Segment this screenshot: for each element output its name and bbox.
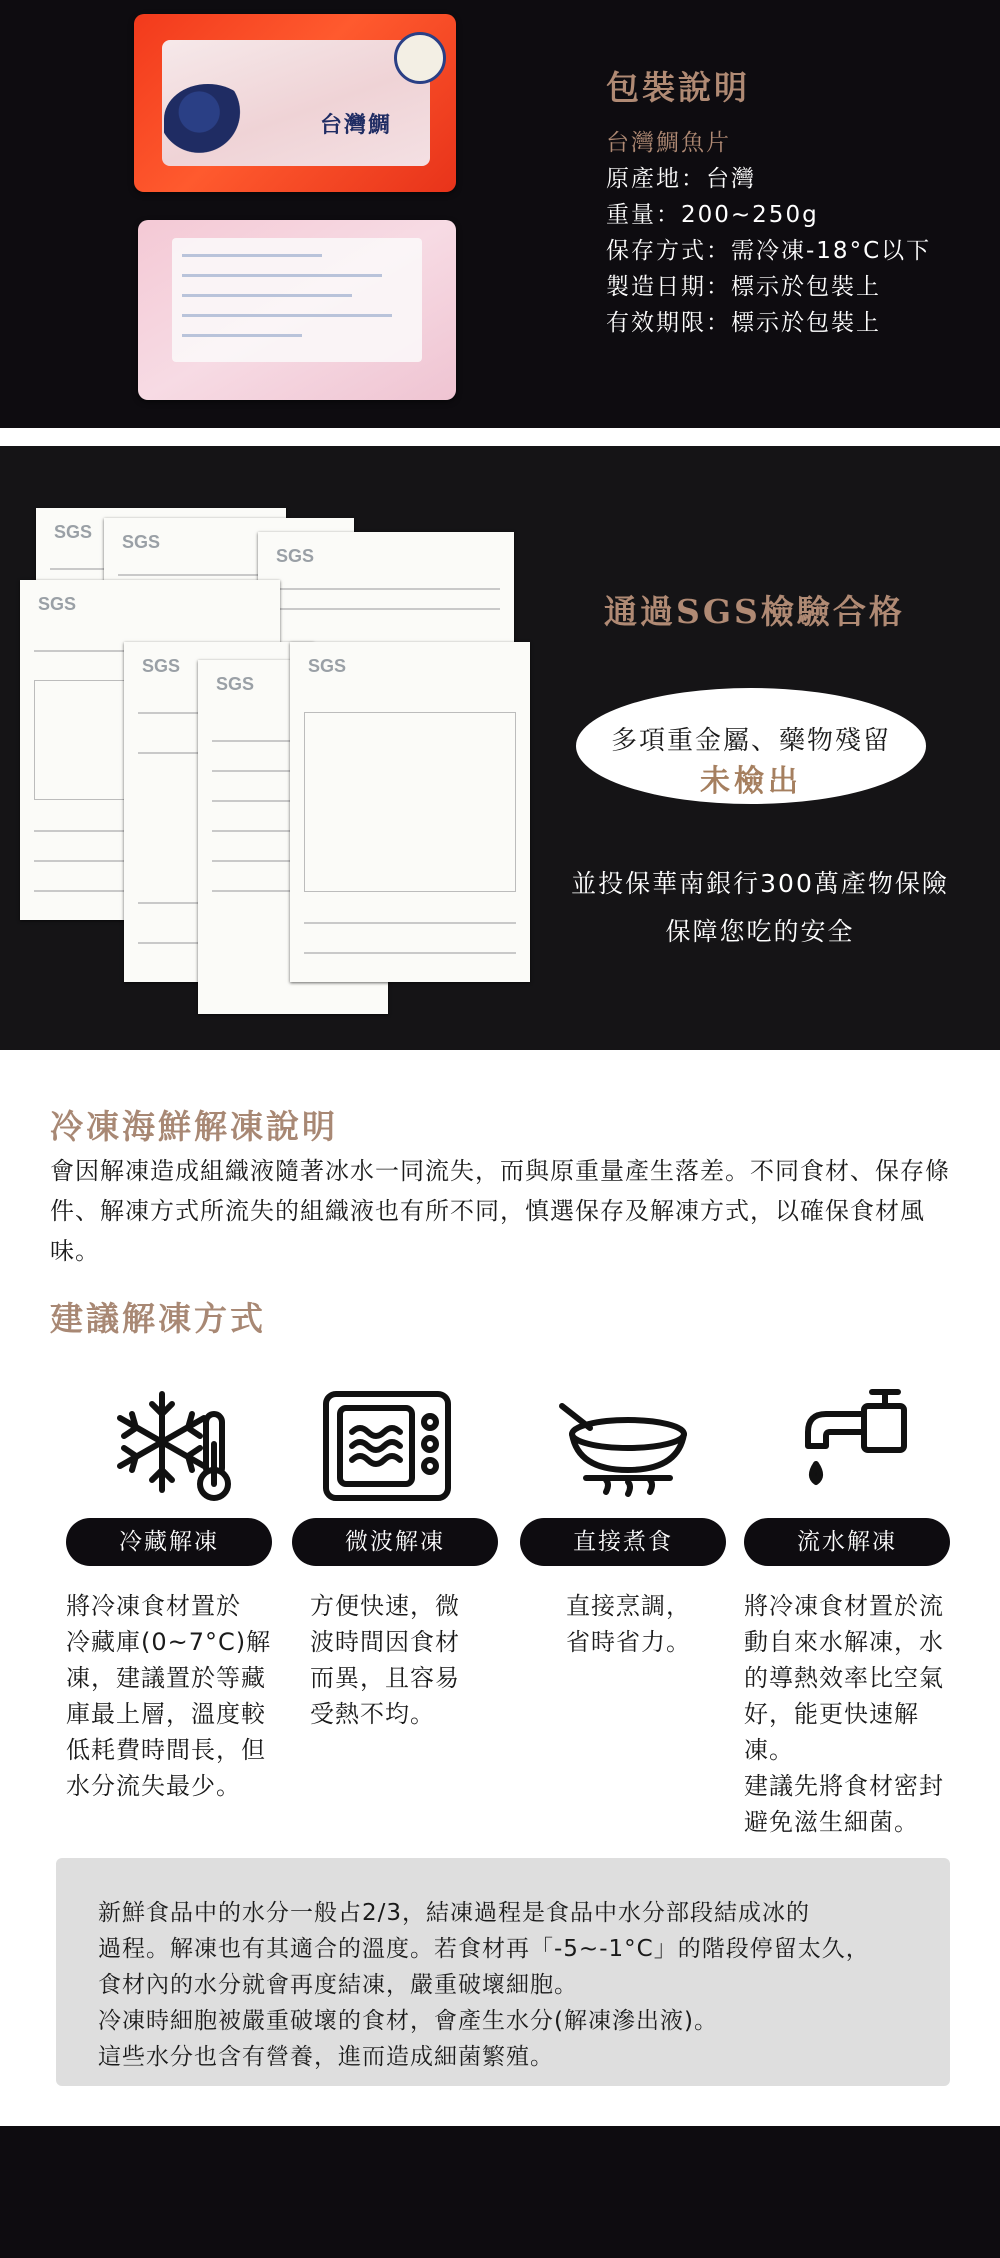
safety-text: 保障您吃的安全	[665, 917, 855, 946]
method-label-running-water: 流水解凍	[744, 1518, 950, 1566]
footer-band	[0, 2126, 1000, 2258]
product-name: 台灣鯛魚片	[606, 130, 731, 156]
brand-seal-icon	[394, 32, 446, 84]
method-label-refrigerator: 冷藏解凍	[66, 1518, 272, 1566]
sgs-report-doc: SGS	[124, 642, 314, 982]
package-label: 台灣鯛	[320, 112, 393, 138]
sgs-report-doc: SGS	[36, 508, 286, 838]
packaging-section	[0, 0, 1000, 428]
sgs-title: 通過SGS檢驗合格	[604, 592, 905, 631]
packaging-title: 包裝說明	[606, 68, 750, 107]
note-line: 過程。解凍也有其適合的溫度。若食材再「-5~-1°C」的階段停留太久，	[98, 1936, 870, 1962]
result-badge-highlight: 未檢出	[700, 764, 802, 799]
sgs-report-doc: SGS	[198, 660, 388, 1014]
method-desc-running-water: 將冷凍食材置於流 動自來水解凍，水 的導熱效率比空氣 好，能更快速解凍。 建議先將食材密封 避免滋生細菌。	[744, 1592, 944, 1836]
insurance-text: 並投保華南銀行300萬產物保險	[571, 869, 949, 898]
manufacture-date-line: 製造日期：標示於包裝上	[606, 274, 881, 300]
snowflake-thermometer-icon	[114, 1384, 244, 1508]
method-desc-microwave: 方便快速，微 波時間因食材 而異，且容易 受熱不均。	[310, 1592, 460, 1728]
note-line: 這些水分也含有營養，進而造成細菌繁殖。	[98, 2044, 554, 2070]
sgs-report-doc: SGS	[104, 518, 354, 828]
note-line: 食材內的水分就會再度結凍，嚴重破壞細胞。	[98, 1972, 578, 1998]
package-back-photo	[138, 220, 456, 400]
method-desc-direct-cook: 直接烹調， 省時省力。	[566, 1592, 691, 1656]
method-desc-refrigerator: 將冷凍食材置於 冷藏庫(0~7°C)解 凍，建議置於等藏 庫最上層，溫度較 低耗費時間長，但 水分流失最少。	[66, 1592, 272, 1800]
weight-line: 重量：200~250g	[606, 202, 819, 228]
method-label-direct-cook: 直接煮食	[520, 1518, 726, 1566]
result-badge-text: 多項重金屬、藥物殘留	[610, 726, 891, 756]
sgs-report-doc: SGS	[20, 580, 280, 920]
faucet-icon	[786, 1384, 916, 1508]
sgs-report-doc: SGS	[258, 532, 514, 862]
frying-pan-icon	[556, 1384, 686, 1508]
thaw-methods-title: 建議解凍方式	[50, 1299, 266, 1338]
note-line: 冷凍時細胞被嚴重破壞的食材，會產生水分(解凍滲出液)。	[98, 2008, 718, 2034]
origin-line: 原產地：台灣	[606, 166, 756, 192]
sgs-section	[0, 446, 1000, 1050]
sgs-report-doc: SGS	[290, 642, 530, 982]
note-line: 新鮮食品中的水分一般占2/3，結凍過程是食品中水分部段結成冰的	[98, 1900, 811, 1926]
package-front-photo	[134, 14, 456, 192]
thaw-info-body: 會因解凍造成組織液隨著冰水一同流失，而與原重量產生落差。不同食材、保存條件、解凍方式所流失的組織液也有所不同，慎選保存及解凍方式，以確保食材風味。	[50, 1157, 950, 1265]
expiry-line: 有效期限：標示於包裝上	[606, 310, 881, 336]
storage-line: 保存方式：需冷凍-18°C以下	[606, 238, 932, 264]
microwave-icon	[322, 1384, 452, 1508]
thaw-info-title: 冷凍海鮮解凍說明	[50, 1107, 338, 1146]
method-label-microwave: 微波解凍	[292, 1518, 498, 1566]
